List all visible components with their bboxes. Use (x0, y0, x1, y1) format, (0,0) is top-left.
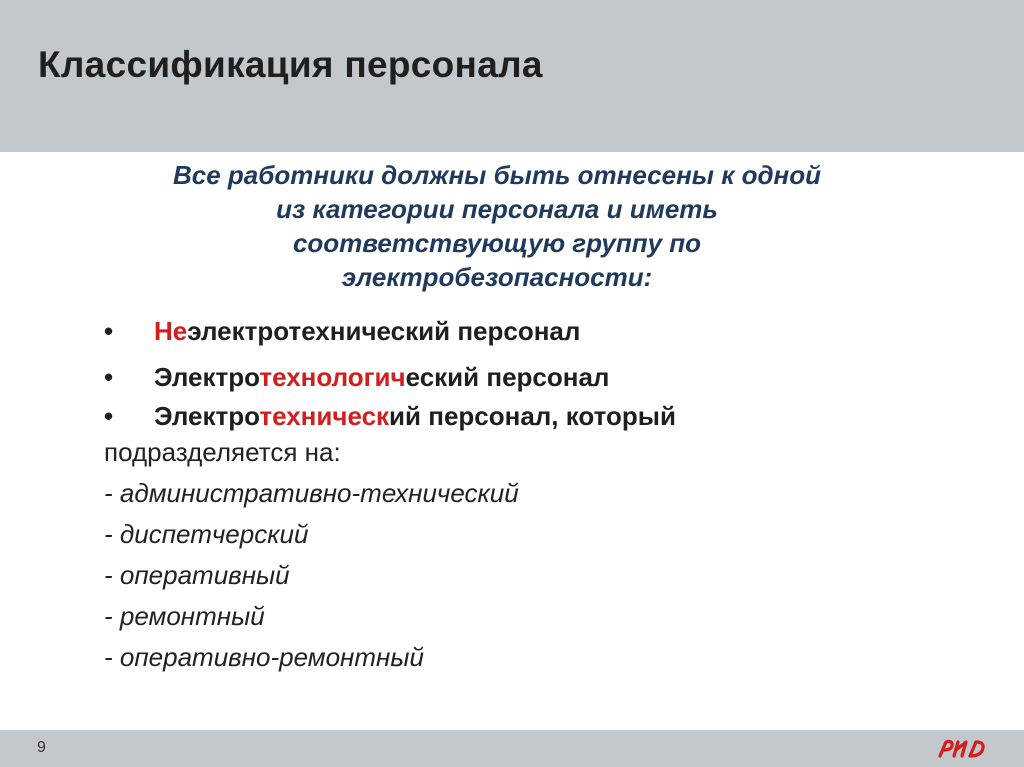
bullet-highlight: техническ (259, 401, 390, 431)
intro-text (92, 158, 902, 294)
footer-band (0, 730, 1024, 767)
subcategory-item: - административно-технический (104, 478, 519, 508)
slide-title: Классификация персонала (38, 44, 543, 85)
bullet-text: Электро (154, 401, 260, 431)
bullet-item-electrotechnological (104, 362, 609, 393)
bullet-highlight: технологич (259, 362, 406, 392)
page-number: 9 (37, 739, 46, 756)
bullet-dot-icon: • (104, 362, 114, 392)
intro-line: из категории персонала и иметь (276, 194, 718, 224)
subcategory-item: - диспетчерский (104, 519, 309, 549)
bullet-text: еский персонал (405, 362, 610, 392)
bullet-dot-icon: • (104, 401, 114, 431)
subcategory-item: - оперативно-ремонтный (104, 642, 424, 672)
intro-line: Все работники должны быть отнесены к одной (172, 160, 822, 190)
bullet-text: электротехнический персонал (187, 316, 581, 346)
continuation-text: подразделяется на: (104, 437, 341, 467)
subcategory-item: - оперативный (104, 560, 290, 590)
subcategory-item: - ремонтный (104, 601, 265, 631)
bullet-highlight: Не (154, 316, 188, 346)
bullet-text: Электро (154, 362, 260, 392)
bullet-item-non-electrotechnical (104, 316, 580, 347)
bullet-item-electrotechnical (104, 401, 676, 432)
rzd-logo-icon (934, 734, 990, 762)
bullet-dot-icon: • (104, 316, 114, 346)
intro-line: электробезопасности: (341, 262, 653, 292)
intro-line: соответствующую группу по (292, 228, 702, 258)
bullet-text: ий персонал, который (389, 401, 676, 431)
